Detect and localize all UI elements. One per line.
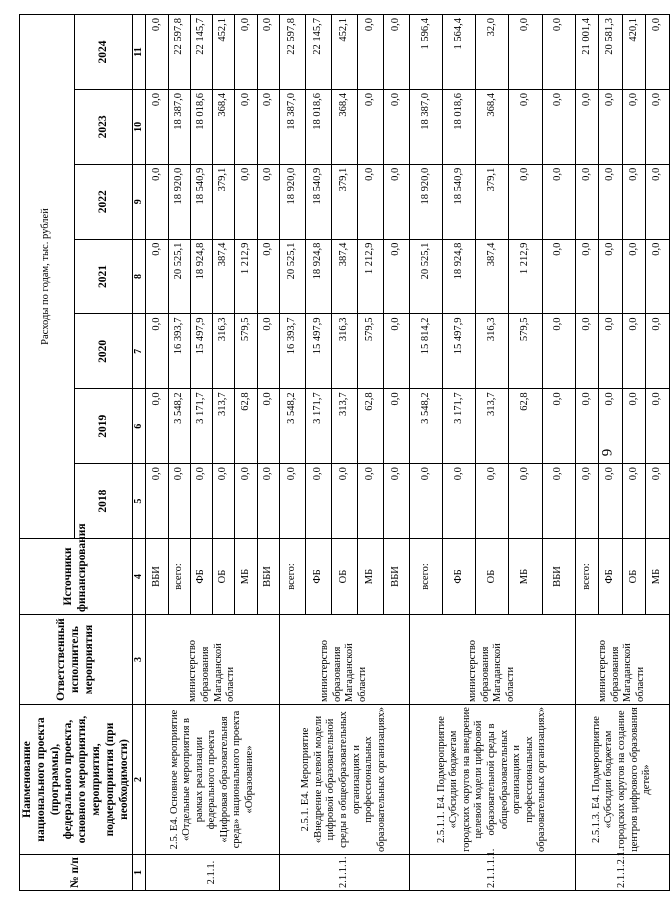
- amount-2022: 0,0: [509, 164, 542, 239]
- amount-2021: 387,4: [213, 239, 235, 314]
- budget-table: [19, 14, 670, 891]
- item-name: 2.5. Е4. Основное мероприятие «Отдельные мероприятия в рамках реализации федерального проекта «Цифровая образовательная среда» национального проекта «Образование»: [146, 705, 279, 855]
- amount-2020: 15 497,9: [305, 314, 331, 389]
- funding-source: ОБ: [476, 539, 509, 615]
- amount-2018: 0,0: [357, 464, 383, 539]
- amount-2020: 16 393,7: [279, 314, 305, 389]
- amount-2022: 0,0: [257, 164, 279, 239]
- amount-2019: 0,0: [599, 389, 623, 464]
- amount-2018: 0,0: [279, 464, 305, 539]
- amount-2024: 0,0: [509, 15, 542, 90]
- amount-2024: 22 597,8: [168, 15, 190, 90]
- funding-source: ФБ: [190, 539, 212, 615]
- funding-source: всего:: [279, 539, 305, 615]
- item-number: 2.1.1.: [146, 855, 279, 891]
- amount-2024: 452,1: [213, 15, 235, 90]
- amount-2018: 0,0: [146, 464, 168, 539]
- column-index-5: 5: [133, 464, 146, 539]
- amount-2018: 0,0: [542, 464, 575, 539]
- amount-2018: 0,0: [599, 464, 623, 539]
- header-expenses-group: Расходы по годам, тыс. рублей: [20, 15, 75, 539]
- amount-2019: 0,0: [146, 389, 168, 464]
- amount-2024: 452,1: [331, 15, 357, 90]
- year-header-2019: 2019: [74, 389, 133, 464]
- column-index-6: 6: [133, 389, 146, 464]
- amount-2019: 0,0: [622, 389, 646, 464]
- column-index-9: 9: [133, 164, 146, 239]
- amount-2019: 0,0: [257, 389, 279, 464]
- amount-2021: 20 525,1: [168, 239, 190, 314]
- column-index-8: 8: [133, 239, 146, 314]
- amount-2021: 18 924,8: [442, 239, 475, 314]
- amount-2024: 420,1: [622, 15, 646, 90]
- amount-2024: 22 597,8: [279, 15, 305, 90]
- amount-2021: 0,0: [146, 239, 168, 314]
- item-number: 2.1.1.1.1.: [409, 855, 575, 891]
- column-index-11: 11: [133, 15, 146, 90]
- amount-2023: 0,0: [357, 89, 383, 164]
- item-name: 2.5.1.3. Е4. Подмероприятие «Субсидии бюджетам городских округов на создание центров цифрового образования детей»: [575, 705, 669, 855]
- amount-2024: 0,0: [357, 15, 383, 90]
- year-header-2020: 2020: [74, 314, 133, 389]
- amount-2018: 0,0: [622, 464, 646, 539]
- amount-2023: 18 387,0: [168, 89, 190, 164]
- amount-2022: 379,1: [331, 164, 357, 239]
- amount-2019: 0,0: [383, 389, 409, 464]
- amount-2023: 18 018,6: [442, 89, 475, 164]
- amount-2020: 15 814,2: [409, 314, 442, 389]
- funding-source: ВБИ: [146, 539, 168, 615]
- year-header-2018: 2018: [74, 464, 133, 539]
- amount-2021: 0,0: [257, 239, 279, 314]
- amount-2022: 0,0: [542, 164, 575, 239]
- amount-2023: 0,0: [646, 89, 670, 164]
- amount-2021: 20 525,1: [409, 239, 442, 314]
- amount-2022: 0,0: [575, 164, 599, 239]
- table-row: [409, 15, 442, 891]
- amount-2020: 579,5: [357, 314, 383, 389]
- amount-2023: 0,0: [235, 89, 257, 164]
- amount-2022: 18 920,0: [168, 164, 190, 239]
- amount-2018: 0,0: [235, 464, 257, 539]
- amount-2020: 316,3: [213, 314, 235, 389]
- amount-2024: 0,0: [383, 15, 409, 90]
- amount-2021: 18 924,8: [190, 239, 212, 314]
- amount-2022: 18 540,9: [190, 164, 212, 239]
- funding-source: ВБИ: [542, 539, 575, 615]
- amount-2021: 18 924,8: [305, 239, 331, 314]
- amount-2024: 0,0: [235, 15, 257, 90]
- amount-2024: 32,0: [476, 15, 509, 90]
- amount-2020: 316,3: [476, 314, 509, 389]
- item-responsible: министерство образования Магаданской области: [575, 615, 669, 705]
- amount-2019: 313,7: [213, 389, 235, 464]
- amount-2022: 0,0: [646, 164, 670, 239]
- amount-2020: 0,0: [646, 314, 670, 389]
- amount-2023: 368,4: [476, 89, 509, 164]
- amount-2023: 0,0: [575, 89, 599, 164]
- column-index-3: 3: [133, 615, 146, 705]
- amount-2019: 3 548,2: [168, 389, 190, 464]
- amount-2018: 0,0: [383, 464, 409, 539]
- amount-2021: 0,0: [383, 239, 409, 314]
- header-name: Наименование национального проекта (программы), федерального проекта, основного мероприятия, мероприятия, подмероприятия (при необходимости): [20, 705, 133, 855]
- funding-source: ОБ: [622, 539, 646, 615]
- funding-source: всего:: [409, 539, 442, 615]
- item-responsible: министерство образования Магаданской области: [409, 615, 575, 705]
- funding-source: МБ: [646, 539, 670, 615]
- item-number: 2.1.1.2.1.: [575, 855, 669, 891]
- amount-2022: 18 540,9: [442, 164, 475, 239]
- amount-2019: 313,7: [476, 389, 509, 464]
- column-index-2: 2: [133, 705, 146, 855]
- amount-2024: 1 596,4: [409, 15, 442, 90]
- amount-2020: 316,3: [331, 314, 357, 389]
- amount-2023: 368,4: [331, 89, 357, 164]
- item-number: 2.1.1.1.: [279, 855, 409, 891]
- amount-2024: 0,0: [646, 15, 670, 90]
- year-header-2023: 2023: [74, 89, 133, 164]
- amount-2018: 0,0: [509, 464, 542, 539]
- funding-source: МБ: [235, 539, 257, 615]
- amount-2020: 0,0: [542, 314, 575, 389]
- amount-2018: 0,0: [168, 464, 190, 539]
- amount-2023: 18 387,0: [279, 89, 305, 164]
- amount-2019: 3 171,7: [305, 389, 331, 464]
- amount-2022: 0,0: [146, 164, 168, 239]
- amount-2019: 3 171,7: [190, 389, 212, 464]
- amount-2023: 18 018,6: [190, 89, 212, 164]
- amount-2018: 0,0: [331, 464, 357, 539]
- amount-2022: 0,0: [357, 164, 383, 239]
- year-header-2021: 2021: [74, 239, 133, 314]
- amount-2019: 0,0: [646, 389, 670, 464]
- amount-2022: 379,1: [213, 164, 235, 239]
- table-row: [146, 15, 168, 891]
- amount-2021: 0,0: [542, 239, 575, 314]
- amount-2019: 313,7: [331, 389, 357, 464]
- amount-2018: 0,0: [305, 464, 331, 539]
- amount-2021: 20 525,1: [279, 239, 305, 314]
- column-index-10: 10: [133, 89, 146, 164]
- amount-2024: 22 145,7: [305, 15, 331, 90]
- amount-2020: 0,0: [622, 314, 646, 389]
- amount-2019: 3 548,2: [279, 389, 305, 464]
- funding-source: ОБ: [213, 539, 235, 615]
- amount-2018: 0,0: [442, 464, 475, 539]
- amount-2024: 22 145,7: [190, 15, 212, 90]
- column-index-row: [133, 15, 146, 891]
- amount-2019: 62,8: [509, 389, 542, 464]
- amount-2024: 21 001,4: [575, 15, 599, 90]
- amount-2018: 0,0: [476, 464, 509, 539]
- amount-2023: 0,0: [509, 89, 542, 164]
- amount-2024: 20 581,3: [599, 15, 623, 90]
- item-name: 2.5.1.1. Е4. Подмероприятие «Субсидии бюджетам городских округов на внедрение целевой модели цифровой образовательной среды в общеобразовательных организациях и профессиональных образовательных организациях»: [409, 705, 575, 855]
- funding-source: всего:: [168, 539, 190, 615]
- amount-2021: 0,0: [599, 239, 623, 314]
- amount-2020: 0,0: [146, 314, 168, 389]
- amount-2018: 0,0: [213, 464, 235, 539]
- amount-2020: 0,0: [575, 314, 599, 389]
- header-num: № п/п: [20, 855, 133, 891]
- amount-2021: 0,0: [622, 239, 646, 314]
- amount-2022: 18 920,0: [409, 164, 442, 239]
- column-index-1: 1: [133, 855, 146, 891]
- amount-2024: 0,0: [257, 15, 279, 90]
- amount-2022: 0,0: [599, 164, 623, 239]
- amount-2022: 18 540,9: [305, 164, 331, 239]
- amount-2022: 379,1: [476, 164, 509, 239]
- amount-2023: 18 387,0: [409, 89, 442, 164]
- header-source: Источники финансирования: [20, 539, 133, 615]
- funding-source: ВБИ: [383, 539, 409, 615]
- amount-2022: 18 920,0: [279, 164, 305, 239]
- funding-source: МБ: [509, 539, 542, 615]
- year-header-2024: 2024: [74, 15, 133, 90]
- amount-2019: 3 548,2: [409, 389, 442, 464]
- amount-2021: 1 212,9: [509, 239, 542, 314]
- table-row: [279, 15, 305, 891]
- amount-2022: 0,0: [622, 164, 646, 239]
- amount-2018: 0,0: [646, 464, 670, 539]
- amount-2018: 0,0: [575, 464, 599, 539]
- amount-2020: 0,0: [257, 314, 279, 389]
- amount-2020: 15 497,9: [442, 314, 475, 389]
- header-row: [20, 15, 75, 891]
- amount-2021: 0,0: [575, 239, 599, 314]
- amount-2023: 0,0: [257, 89, 279, 164]
- amount-2019: 0,0: [542, 389, 575, 464]
- funding-source: всего:: [575, 539, 599, 615]
- amount-2020: 579,5: [235, 314, 257, 389]
- funding-source: ФБ: [442, 539, 475, 615]
- page-number: 6: [598, 448, 614, 457]
- column-index-4: 4: [133, 539, 146, 615]
- amount-2019: 62,8: [235, 389, 257, 464]
- amount-2024: 0,0: [146, 15, 168, 90]
- amount-2021: 387,4: [331, 239, 357, 314]
- amount-2021: 0,0: [646, 239, 670, 314]
- header-responsible: Ответственный исполнитель мероприятия: [20, 615, 133, 705]
- funding-source: ВБИ: [257, 539, 279, 615]
- amount-2023: 0,0: [622, 89, 646, 164]
- amount-2021: 1 212,9: [357, 239, 383, 314]
- funding-source: ФБ: [599, 539, 623, 615]
- amount-2018: 0,0: [190, 464, 212, 539]
- amount-2020: 579,5: [509, 314, 542, 389]
- amount-2020: 0,0: [599, 314, 623, 389]
- amount-2018: 0,0: [409, 464, 442, 539]
- funding-source: ОБ: [331, 539, 357, 615]
- funding-source: ФБ: [305, 539, 331, 615]
- amount-2018: 0,0: [257, 464, 279, 539]
- amount-2022: 0,0: [383, 164, 409, 239]
- year-header-2022: 2022: [74, 164, 133, 239]
- amount-2020: 15 497,9: [190, 314, 212, 389]
- amount-2023: 0,0: [599, 89, 623, 164]
- amount-2019: 3 171,7: [442, 389, 475, 464]
- amount-2021: 1 212,9: [235, 239, 257, 314]
- amount-2024: 0,0: [542, 15, 575, 90]
- item-responsible: министерство образования Магаданской области: [279, 615, 409, 705]
- amount-2019: 0,0: [575, 389, 599, 464]
- item-name: 2.5.1. Е4. Мероприятие «Внедрение целевой модели цифровой образовательной среды в общеобразовательных организациях и профессиональных образовательных организациях»: [279, 705, 409, 855]
- amount-2022: 0,0: [235, 164, 257, 239]
- amount-2023: 0,0: [542, 89, 575, 164]
- table-row: [575, 15, 599, 891]
- amount-2023: 368,4: [213, 89, 235, 164]
- amount-2019: 62,8: [357, 389, 383, 464]
- item-responsible: министерство образования Магаданской области: [146, 615, 279, 705]
- funding-source: МБ: [357, 539, 383, 615]
- amount-2024: 1 564,4: [442, 15, 475, 90]
- amount-2023: 18 018,6: [305, 89, 331, 164]
- amount-2020: 16 393,7: [168, 314, 190, 389]
- amount-2023: 0,0: [146, 89, 168, 164]
- column-index-7: 7: [133, 314, 146, 389]
- amount-2021: 387,4: [476, 239, 509, 314]
- amount-2020: 0,0: [383, 314, 409, 389]
- table-body: [146, 15, 670, 891]
- amount-2023: 0,0: [383, 89, 409, 164]
